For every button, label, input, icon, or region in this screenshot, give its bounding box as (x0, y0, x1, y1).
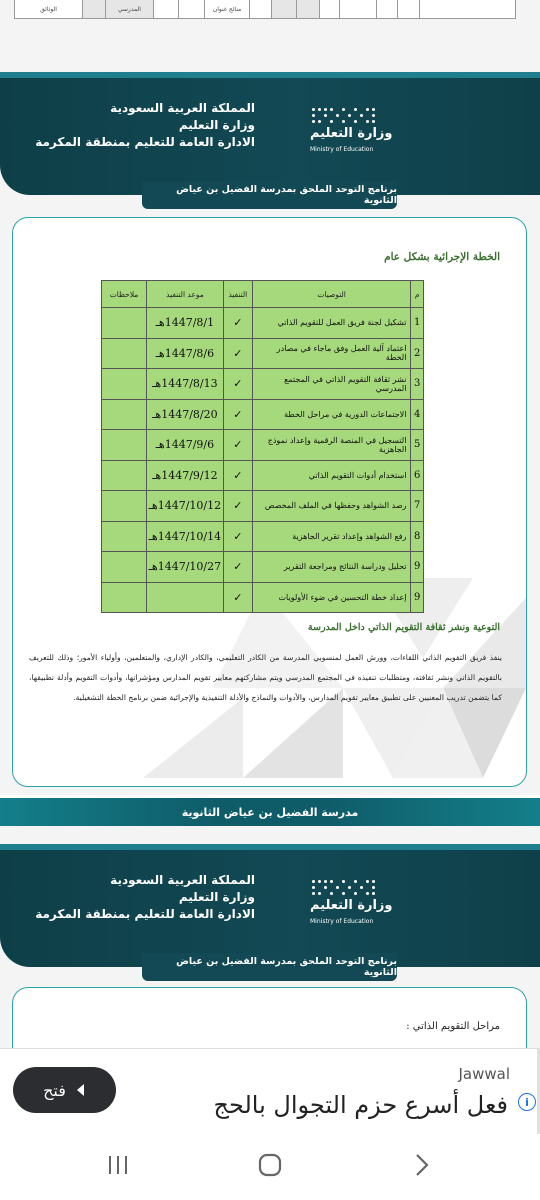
table-cell (82, 0, 105, 18)
kingdom-title: المملكة العربية السعودية (110, 873, 255, 887)
table-cell (271, 0, 296, 18)
ministry-title: وزارة التعليم (178, 118, 255, 132)
row-notes (102, 338, 147, 369)
row-notes (102, 308, 147, 339)
chevron-left-icon (76, 1081, 86, 1100)
table-row (102, 460, 424, 491)
table-cell: المدرسي (105, 0, 153, 18)
table-cell (339, 0, 375, 18)
header-text (35, 872, 255, 923)
logo-dots-icon (308, 106, 380, 124)
row-check-icon: ✓ (223, 338, 252, 369)
ad-open-button[interactable] (13, 1067, 116, 1113)
row-check-icon: ✓ (223, 552, 252, 583)
row-recommendation: تحليل ودراسة النتائج ومراجعة التقرير (252, 552, 411, 583)
row-date: 1447/8/6هـ (147, 338, 224, 369)
row-number: 3 (411, 369, 424, 400)
row-recommendation: إعداد خطة التحسين في ضوء الأولويات (252, 582, 411, 613)
logo-english-text: Ministry of Education (310, 918, 374, 925)
row-number: 4 (411, 399, 424, 430)
row-notes (102, 460, 147, 491)
row-notes (102, 399, 147, 430)
table-cell: منائج غنوان (204, 0, 248, 18)
row-date: 1447/10/14هـ (147, 521, 224, 552)
kingdom-title: المملكة العربية السعودية (110, 101, 255, 115)
table-cell (319, 0, 340, 18)
row-notes (102, 491, 147, 522)
row-number: 2 (411, 338, 424, 369)
directorate-title: الادارة العامة للتعليم بمنطقة المكرمة (35, 135, 255, 149)
school-name-bar: مدرسة الفضيل بن عياض الثانوية (0, 798, 540, 826)
table-row (102, 308, 424, 339)
ad-banner[interactable] (0, 1048, 540, 1135)
header-execution: التنفيذ (223, 281, 252, 308)
row-notes (102, 582, 147, 613)
row-recommendation: نشر ثقافة التقويم الذاتي في المجتمع المدرسي (252, 369, 411, 400)
row-recommendation: استخدام أدوات التقويم الذاتي (252, 460, 411, 491)
table-cell (397, 0, 420, 18)
row-recommendation: اعتماد آلية العمل وفق ماجاء في مصادر الخطة (252, 338, 411, 369)
row-recommendation: رصد الشواهد وحفظها في الملف المخصص (252, 491, 411, 522)
table-cell (376, 0, 397, 18)
table-cell (153, 0, 178, 18)
header-banner-2 (0, 850, 540, 967)
row-number: 5 (411, 430, 424, 461)
row-notes (102, 552, 147, 583)
row-number: 8 (411, 521, 424, 552)
row-notes (102, 521, 147, 552)
logo-arabic-text: وزارة التعليم (310, 126, 393, 141)
table-row (102, 582, 424, 613)
row-check-icon: ✓ (223, 521, 252, 552)
program-title: برنامج التوحد الملحق بمدرسة الفضيل بن عياض الثانوية (142, 181, 397, 209)
stages-title: مراحل التقويم الذاتي : (406, 1021, 500, 1032)
system-navigation-bar (0, 1134, 540, 1200)
row-date: 1447/8/1هـ (147, 308, 224, 339)
row-date: 1447/10/27هـ (147, 552, 224, 583)
plan-card (12, 217, 527, 787)
table-header-row (102, 281, 424, 308)
ad-headline[interactable]: فعل أسرع حزم التجوال بالحج (213, 1091, 508, 1119)
header-banner (0, 78, 540, 195)
ad-info-icon[interactable]: i (518, 1093, 536, 1111)
plan-table (101, 280, 424, 613)
ministry-logo (308, 878, 393, 928)
directorate-title: الادارة العامة للتعليم بمنطقة المكرمة (35, 907, 255, 921)
plan-title: الخطة الإجرائية بشكل عام (384, 251, 500, 263)
row-number: 1 (411, 308, 424, 339)
table-cell (419, 0, 515, 18)
row-number: 6 (411, 460, 424, 491)
table-cell (178, 0, 205, 18)
row-notes (102, 369, 147, 400)
home-icon[interactable] (250, 1150, 290, 1180)
program-title: برنامج التوحد الملحق بمدرسة الفضيل بن عياض الثانوية (142, 953, 397, 981)
row-check-icon: ✓ (223, 369, 252, 400)
logo-arabic-text: وزارة التعليم (310, 898, 393, 913)
back-icon[interactable] (402, 1150, 442, 1180)
row-date (147, 582, 224, 613)
ministry-title: وزارة التعليم (178, 890, 255, 904)
row-check-icon: ✓ (223, 430, 252, 461)
row-number: 9 (411, 552, 424, 583)
row-recommendation: تشكيل لجنة فريق العمل للتقويم الذاتي (252, 308, 411, 339)
ad-brand: Jawwal (458, 1065, 510, 1083)
row-check-icon: ✓ (223, 582, 252, 613)
header-num: م (411, 281, 424, 308)
table-row (102, 430, 424, 461)
ministry-logo (308, 106, 393, 156)
row-check-icon: ✓ (223, 399, 252, 430)
table-row (102, 338, 424, 369)
table-row (102, 552, 424, 583)
row-check-icon: ✓ (223, 491, 252, 522)
table-cell (249, 0, 272, 18)
row-number: 9 (411, 582, 424, 613)
logo-english-text: Ministry of Education (310, 146, 374, 153)
row-recommendation: التسجيل في المنصة الرقمية وإعداد نموذج الجاهزية (252, 430, 411, 461)
ad-open-label: فتح (43, 1080, 66, 1100)
previous-table-fragment (14, 0, 516, 19)
recents-icon[interactable] (98, 1150, 138, 1180)
row-date: 1447/9/6هـ (147, 430, 224, 461)
header-recommendations: التوصيات (252, 281, 411, 308)
logo-dots-icon (308, 878, 380, 896)
table-row (102, 399, 424, 430)
awareness-title: التوعية ونشر ثقافة التقويم الذاتي داخل المدرسة (307, 622, 500, 633)
row-notes (102, 430, 147, 461)
header-notes: ملاحظات (102, 281, 147, 308)
header-text (35, 100, 255, 151)
row-recommendation: الاجتماعات الدورية في مراحل الخطة (252, 399, 411, 430)
row-recommendation: رفع الشواهد وإعداد تقرير الجاهزية (252, 521, 411, 552)
table-cell (296, 0, 319, 18)
header-date: موعد التنفيذ (147, 281, 224, 308)
row-date: 1447/10/12هـ (147, 491, 224, 522)
row-date: 1447/8/13هـ (147, 369, 224, 400)
row-check-icon: ✓ (223, 460, 252, 491)
table-cell: الوثائق (40, 5, 57, 13)
row-date: 1447/9/12هـ (147, 460, 224, 491)
table-row (102, 521, 424, 552)
table-row (102, 491, 424, 522)
table-row (102, 369, 424, 400)
row-date: 1447/8/20هـ (147, 399, 224, 430)
awareness-body: ينفذ فريق التقويم الذاتي اللقاءات، وورش العمل لمنسوبي المدرسة من الكادر التعليمي، والكادر الإداري، والمتعلمين، وأولياء الأمور؛ وذلك للتعريف بالتقويم الذاتي ونشر ثقافته، ومتطلبات تنفيذه في المجتمع المدرسي ويتم مشاركتهم معايير تقويم المدارس ومؤشراتها، وأدوات التقويم وأدلة تطبيقها، كما يتضمن تدريب المعنيين على تطبيق معايير تقويم المدارس، والأدوات والنماذج والأدلة التنفيذية والإجرائية ضمن برنامج الخطة التشغيلية. (29, 653, 502, 702)
row-number: 7 (411, 491, 424, 522)
row-check-icon: ✓ (223, 308, 252, 339)
